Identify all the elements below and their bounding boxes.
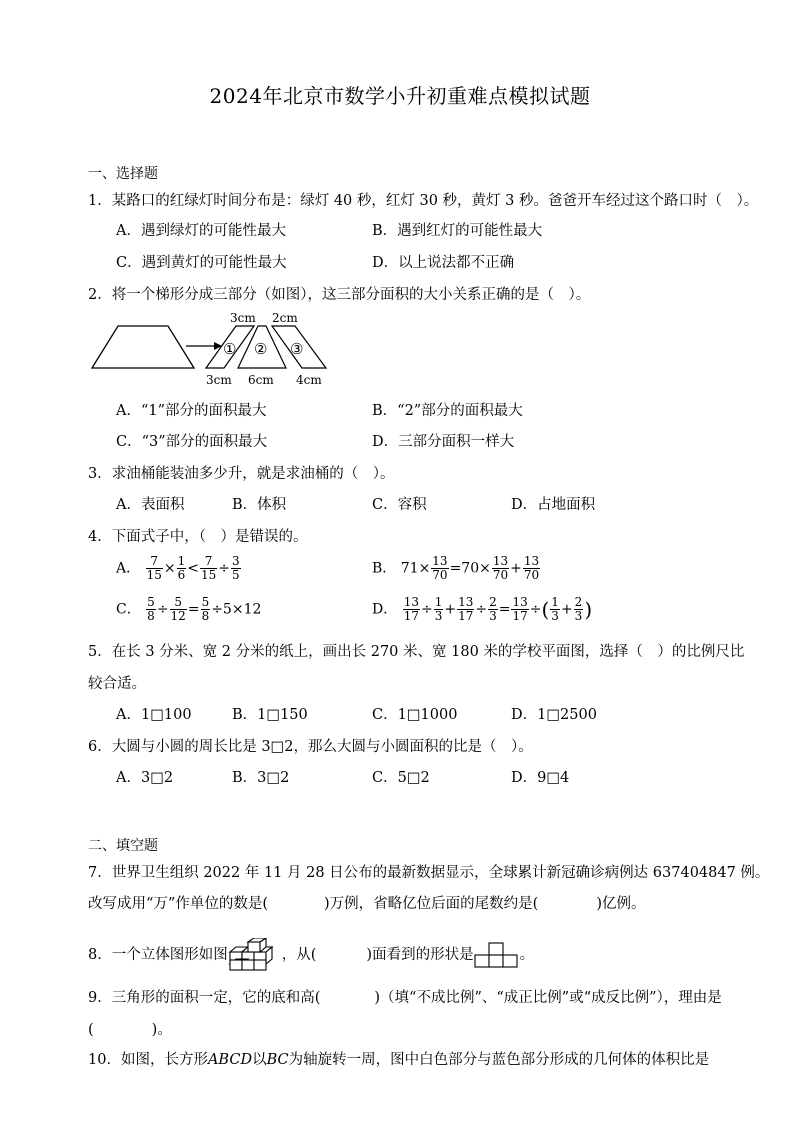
question-4-stem: 4．下面式子中，（ ）是错误的。: [88, 529, 308, 545]
question-9-line-2: ( )。: [88, 1022, 172, 1038]
question-6-option-c: C．5□2: [372, 770, 430, 786]
trapezoid-figure: [88, 308, 338, 390]
option-label: A．: [116, 560, 141, 577]
question-3-option-b: B．体积: [232, 497, 287, 513]
question-4-option-c: C． $\frac{5}{8}$ ÷ $\frac{5}{12}$ = $\frac{5}{8}$ ÷5×12: [116, 595, 262, 623]
fraction: $\frac{13}{70}$: [523, 554, 540, 582]
fig-top-label-2: 2cm: [272, 311, 298, 325]
fig-bottom-label-1: 3cm: [206, 373, 232, 387]
fig-part-3-label: ③: [290, 340, 304, 358]
question-3-stem: 3．求油桶能装油多少升，就是求油桶的（ ）。: [88, 466, 395, 482]
view-shape-figure: [474, 941, 520, 969]
trapezoid-shape: [92, 326, 194, 368]
question-2-option-a: A．“1”部分的面积最大: [116, 403, 267, 419]
option-label: B．: [372, 560, 397, 577]
cube-figure: [226, 938, 282, 972]
question-6-stem: 6．大圆与小圆的周长比是 3□2，那么大圆与小圆面积的比是（ ）。: [88, 739, 533, 755]
fig-part-1-label: ①: [223, 340, 237, 358]
fraction: $\frac{13}{17}$: [458, 595, 474, 623]
arrow-head: [214, 342, 222, 350]
fraction: $\frac{5}{12}$: [170, 595, 186, 623]
question-4-option-b: B． 71× $\frac{13}{70}$ =70× $\frac{13}{70}$ + $\frac{13}{70}$: [372, 554, 540, 582]
fraction: $\frac{1}{3}$: [434, 595, 443, 623]
question-1-stem: 1．某路口的红绿灯时间分布是：绿灯 40 秒，红灯 30 秒，黄灯 3 秒。爸爸开车经过这个路口时（ ）。: [88, 193, 759, 209]
fraction: $\frac{13}{70}$: [492, 554, 509, 582]
question-5-stem-line-1: 5．在长 3 分米、宽 2 分米的纸上，画出长 270 米、宽 180 米的学校平面图，选择（ ）的比例尺比: [88, 644, 745, 660]
fraction: $\frac{3}{5}$: [231, 554, 240, 582]
question-2-option-b: B．“2”部分的面积最大: [372, 403, 523, 419]
question-7-line-1: 7．世界卫生组织 2022 年 11 月 28 日公布的最新数据显示，全球累计新冠确诊病例达 637404847 例。: [88, 865, 770, 881]
question-1-option-b: B．遇到红灯的可能性最大: [372, 223, 543, 239]
question-2-stem: 2．将一个梯形分成三部分（如图），这三部分面积的大小关系正确的是（ ）。: [88, 287, 591, 303]
question-2-option-d: D．三部分面积一样大: [372, 434, 515, 450]
question-1-option-d: D．以上说法都不正确: [372, 255, 515, 271]
option-label: C．: [116, 601, 141, 618]
fraction: $\frac{1}{6}$: [177, 554, 186, 582]
question-2-option-c: C．“3”部分的面积最大: [116, 434, 268, 450]
fig-bottom-label-2: 6cm: [248, 373, 274, 387]
fig-part-2-label: ②: [254, 340, 268, 358]
question-3-option-d: D．占地面积: [511, 497, 596, 513]
section-heading-fill: 二、填空题: [88, 838, 158, 854]
question-8-line: 8．一个立体图形如图 ，从( )面看到的形状是 。: [88, 938, 534, 972]
question-1-option-c: C．遇到黄灯的可能性最大: [116, 255, 287, 271]
fraction: $\frac{1}{3}$: [551, 595, 559, 623]
fraction: $\frac{2}{3}$: [574, 595, 583, 623]
question-9-line-1: 9．三角形的面积一定，它的底和高( )（填“不成比例”、“成正比例”或“成反比例”），理由是: [88, 990, 722, 1006]
fraction: $\frac{5}{8}$: [201, 595, 210, 623]
section-heading-choice: 一、选择题: [88, 166, 158, 182]
fraction: $\frac{5}{8}$: [147, 595, 155, 623]
question-4-option-a: A． $\frac{7}{15}$ × $\frac{1}{6}$ < $\frac{7}{15}$ ÷ $\frac{3}{5}$: [116, 554, 240, 582]
question-5-option-c: C．1□1000: [372, 707, 458, 723]
question-10-line: 10．如图，长方形ABCD以BC为轴旋转一周，图中白色部分与蓝色部分形成的几何体的体积比是: [88, 1052, 710, 1068]
question-3-option-c: C．容积: [372, 497, 427, 513]
fraction: $\frac{13}{17}$: [403, 595, 419, 623]
fraction: $\frac{13}{17}$: [512, 595, 528, 623]
page-title: 2024年北京市数学小升初重难点模拟试题: [209, 84, 591, 108]
question-1-option-a: A．遇到绿灯的可能性最大: [116, 223, 286, 239]
question-5-option-b: B．1□150: [232, 707, 308, 723]
question-6-option-d: D．9□4: [511, 770, 570, 786]
fraction: $\frac{13}{70}$: [432, 554, 448, 582]
fraction: $\frac{2}{3}$: [489, 595, 497, 623]
fraction: $\frac{7}{15}$: [200, 554, 217, 582]
question-4-option-d: D． $\frac{13}{17}$ ÷ $\frac{1}{3}$ + $\frac{13}{17}$ ÷ $\frac{2}{3}$ = $\frac{13}{17}$ ÷( $\frac{1}{3}$ + $\frac{2}{3}$ ): [372, 595, 593, 623]
question-7-line-2: 改写成用“万”作单位的数是( )万例，省略亿位后面的尾数约是( )亿例。: [88, 896, 646, 912]
question-6-option-a: A．3□2: [116, 770, 174, 786]
question-5-option-d: D．1□2500: [511, 707, 597, 723]
option-label: D．: [372, 601, 398, 618]
question-6-option-b: B．3□2: [232, 770, 290, 786]
fraction: $\frac{7}{15}$: [146, 554, 162, 582]
fig-bottom-label-3: 4cm: [296, 373, 322, 387]
question-3-option-a: A．表面积: [116, 497, 185, 513]
fig-top-label-1: 3cm: [230, 311, 256, 325]
question-5-stem-line-2: 较合适。: [88, 676, 146, 692]
question-5-option-a: A．1□100: [116, 707, 192, 723]
